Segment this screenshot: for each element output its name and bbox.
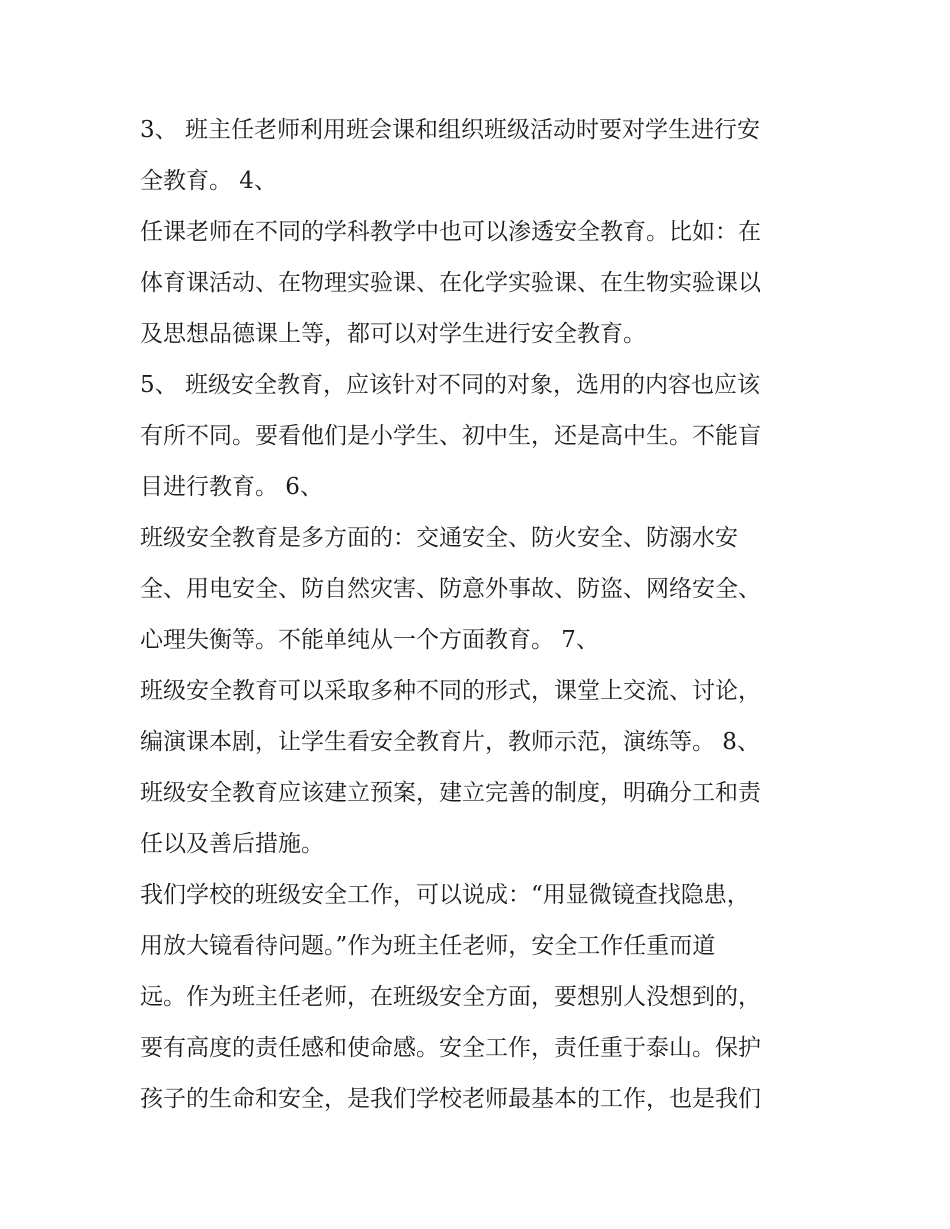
text-line: 我们学校的班级安全工作，可以说成：“用显微镜查找隐患，	[140, 882, 750, 908]
text-line: 用放大镜看待问题。”作为班主任老师，安全工作任重而道	[140, 933, 716, 959]
text-line: 编演课本剧，让学生看安全教育片，教师示范，演练等。 8、	[140, 729, 760, 755]
text-line: 任课老师在不同的学科教学中也可以渗透安全教育。比如：在	[140, 219, 761, 245]
text-line: 全教育。 4、	[140, 168, 277, 194]
document-body	[140, 105, 820, 1125]
text-line: 3、 班主任老师利用班会课和组织班级活动时要对学生进行安	[140, 117, 760, 143]
text-line: 远。作为班主任老师，在班级安全方面，要想别人没想到的，	[140, 984, 761, 1010]
text-line: 有所不同。要看他们是小学生、初中生，还是高中生。不能盲	[140, 423, 761, 449]
text-line: 目进行教育。 6、	[140, 474, 323, 500]
text-line: 要有高度的责任感和使命感。安全工作，责任重于泰山。保护	[140, 1035, 761, 1061]
text-line: 班级安全教育应该建立预案，建立完善的制度，明确分工和责	[140, 780, 761, 806]
text-line: 全、用电安全、防自然灾害、防意外事故、防盗、网络安全、	[140, 576, 761, 602]
text-line: 心理失衡等。不能单纯从一个方面教育。 7、	[140, 627, 599, 653]
text-line: 班级安全教育是多方面的：交通安全、防火安全、防溺水安	[140, 525, 738, 551]
text-line: 5、 班级安全教育，应该针对不同的对象，选用的内容也应该	[140, 372, 760, 398]
text-line: 任以及善后措施。	[140, 831, 324, 857]
text-line: 孩子的生命和安全，是我们学校老师最基本的工作，也是我们	[140, 1086, 761, 1112]
text-line: 体育课活动、在物理实验课、在化学实验课、在生物实验课以	[140, 270, 761, 296]
text-line: 班级安全教育可以采取多种不同的形式，课堂上交流、讨论，	[140, 678, 761, 704]
text-line: 及思想品德课上等，都可以对学生进行安全教育。	[140, 321, 646, 347]
